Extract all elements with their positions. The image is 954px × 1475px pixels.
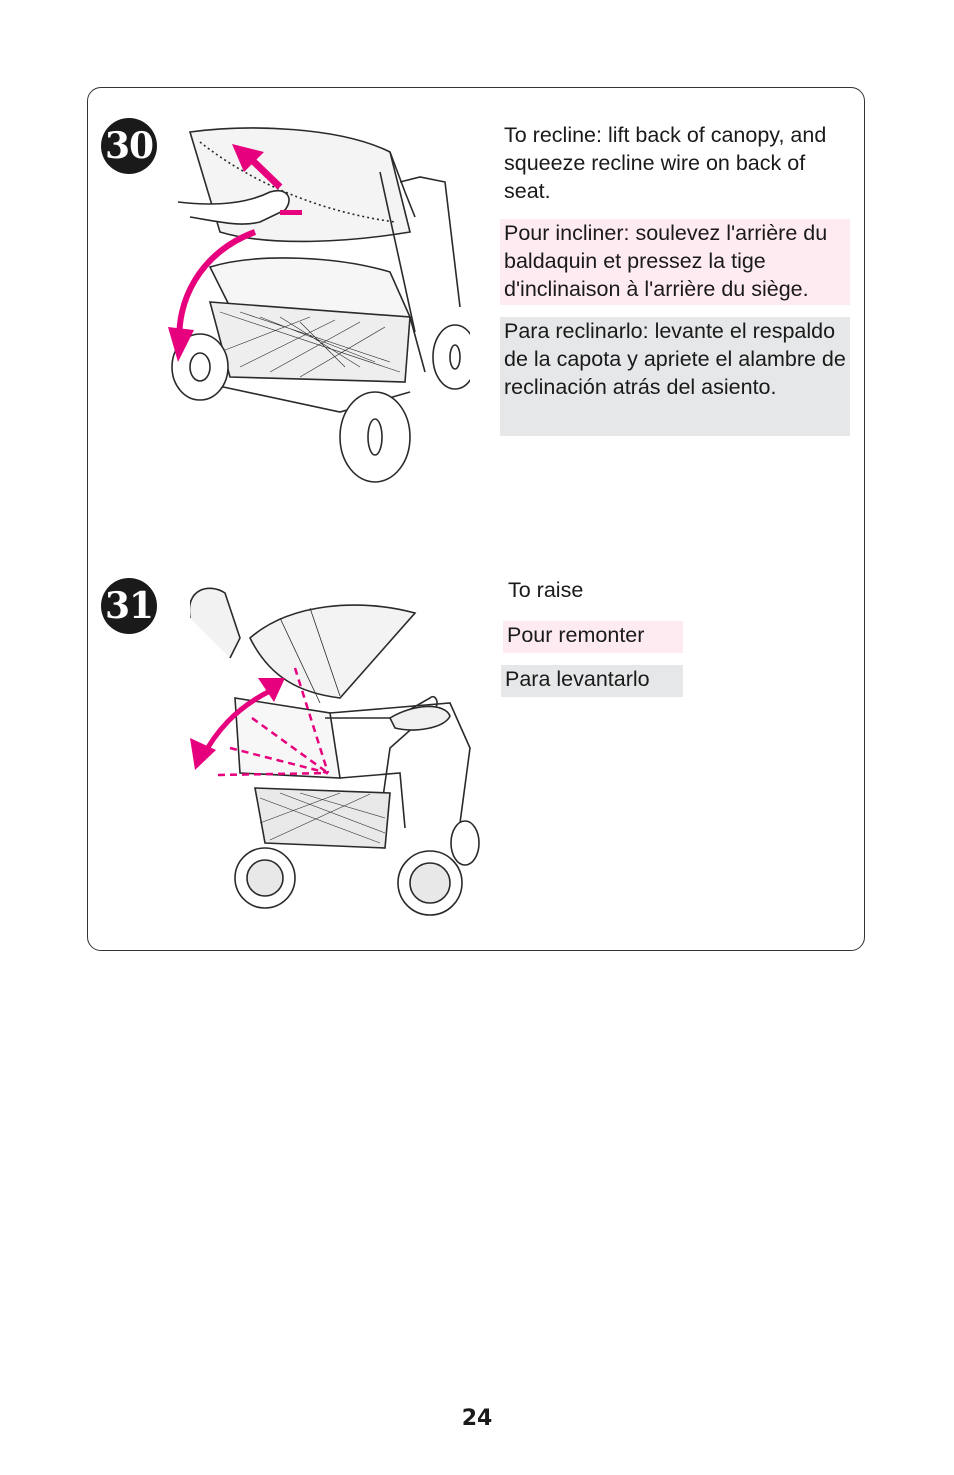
step-30-spanish-text: Para reclinarlo: levante el respaldo de la capota y apriete el alambre de reclinación atrás del asiento. <box>500 317 850 436</box>
step-30-english-text: To recline: lift back of canopy, and squeeze recline wire on back of seat. <box>504 123 827 203</box>
page-number: 24 <box>461 1406 493 1431</box>
stroller-recline-illustration <box>160 122 470 487</box>
step-30-french-text: Pour incliner: soulevez l'arrière du baldaquin et pressez la tige d'inclinaison à l'arrière du siège. <box>500 219 850 305</box>
step-31-english-text: To raise <box>508 578 584 602</box>
step-number-badge: 31 <box>101 578 157 634</box>
step-number-badge: 30 <box>101 118 157 174</box>
stroller-raise-illustration <box>190 578 485 918</box>
step-31-spanish-text: Para levantarlo <box>501 665 683 697</box>
step-31-french-text: Pour remonter <box>503 621 683 653</box>
